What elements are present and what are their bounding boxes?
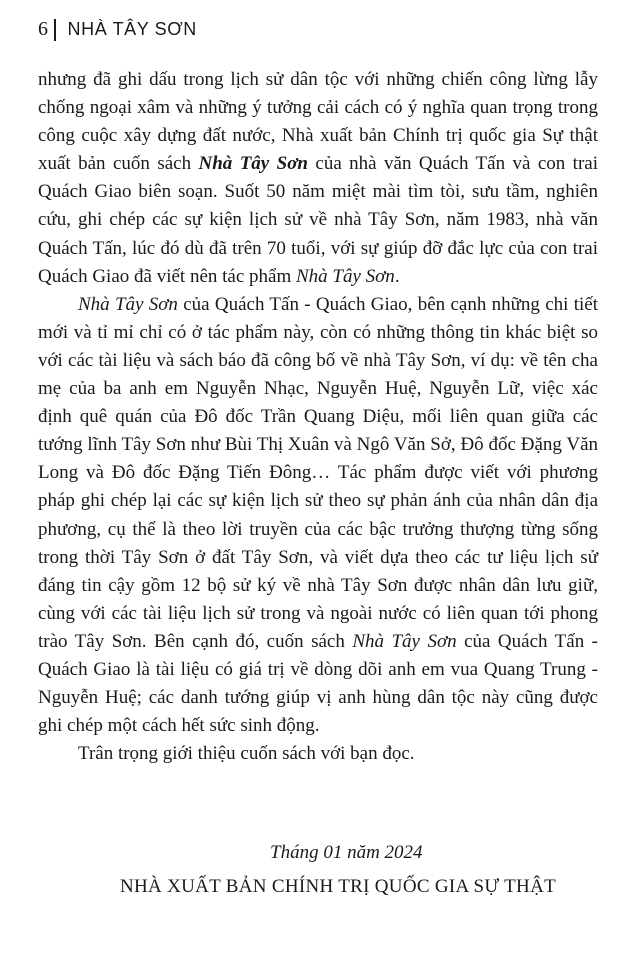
body-text (38, 66, 598, 768)
page-header (38, 18, 197, 41)
page-number: 6 (38, 18, 48, 40)
book-title-italic: Nhà Tây Sơn (352, 630, 457, 652)
running-title: NHÀ TÂY SƠN (67, 19, 197, 39)
paragraph-2-text-a: của Quách Tấn - Quách Giao, bên cạnh những chi tiết mới và tỉ mỉ chỉ có ở tác phẩm này, còn có những thông tin khác biệt so với các tài liệu và sách báo đã công bố về nhà Tây Sơn, ví dụ: về tên cha mẹ của ba anh em Nguyễn Nhạc, Nguyễn Huệ, Nguyễn Lữ, việc xác định quê quán của Đô đốc Trần Quang Diệu, mối liên quan giữa các tướng lĩnh Tây Sơn như Bùi Thị Xuân và Ngô Văn Sở, Đô đốc Đặng Văn Long và Đô đốc Đặng Tiến Đông… Tác phẩm được viết với phương pháp ghi chép lại các sự kiện lịch sử theo sự phản ánh của nhân dân địa phương, cụ thể là theo lời truyền của các bậc trưởng thượng từng sống trong thời Tây Sơn ở đất Tây Sơn, và viết dựa theo các tư liệu lịch sử đáng tin cậy gồm 12 bộ sử ký về nhà Tây Sơn được nhân dân lưu giữ, cùng với các tài liệu lịch sử trong và ngoài nước có liên quan tới phong trào Tây Sơn. Bên cạnh đó, cuốn sách (38, 293, 598, 652)
signature-date: Tháng 01 năm 2024 (270, 842, 423, 863)
paragraph-3: Trân trọng giới thiệu cuốn sách với bạn đọc. (78, 743, 415, 765)
signature-publisher: NHÀ XUẤT BẢN CHÍNH TRỊ QUỐC GIA SỰ THẬT (120, 876, 557, 897)
header-divider (54, 19, 56, 41)
paragraph-1-end: . (394, 265, 400, 287)
paragraph-2 (38, 291, 598, 741)
paragraph-2-text-b: của Quách Tấn - Quách Giao là tài liệu có giá trị về dòng dõi anh em vua Quang Trung - Nguyễn Huệ; các danh tướng giúp vị anh hùng dân tộc này cũng được ghi chép một cách hết sức sinh động. (38, 630, 598, 737)
paragraph-1-text-b: của nhà văn Quách Tấn và con trai Quách Giao biên soạn. Suốt 50 năm miệt mài tìm tòi, sưu tầm, nghiên cứu, ghi chép các sự kiện lịch sử về nhà Tây Sơn, năm 1983, nhà văn Quách Tấn, lúc đó dù đã trên 70 tuổi, với sự giúp đỡ đắc lực của con trai Quách Giao đã viết nên tác phẩm (38, 153, 598, 287)
book-title-emphasis: Nhà Tây Sơn (198, 153, 308, 175)
paragraph-1 (38, 66, 598, 291)
paragraph-1-text-a: nhưng đã ghi dấu trong lịch sử dân tộc với những chiến công lừng lẫy chống ngoại xâm và những ý tưởng cải cách có ý nghĩa quan trọng trong công cuộc xây dựng đất nước, Nhà xuất bản Chính trị quốc gia Sự thật xuất bản cuốn sách (38, 69, 598, 175)
book-title-italic: Nhà Tây Sơn (295, 265, 395, 287)
book-title-italic: Nhà Tây Sơn (78, 293, 178, 315)
